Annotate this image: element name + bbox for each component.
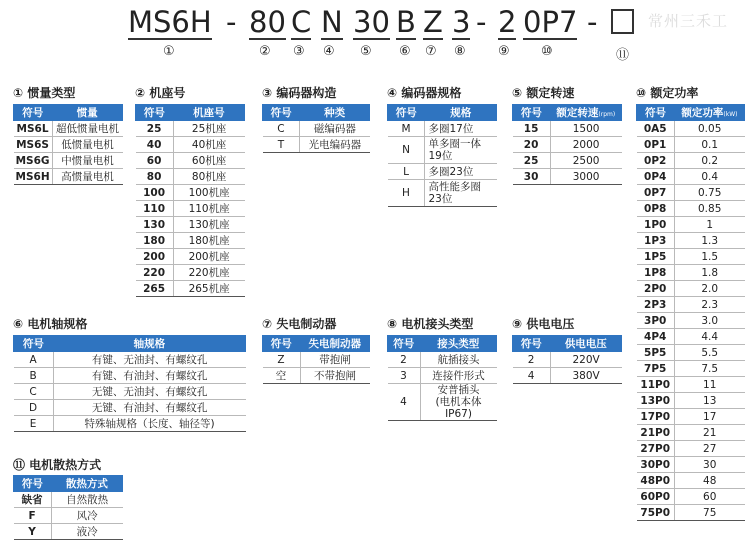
marker-4: ④ xyxy=(323,44,335,59)
code-dash: - xyxy=(476,5,487,39)
symbol-cell: 11P0 xyxy=(637,377,675,393)
symbol-cell: 0P7 xyxy=(637,185,675,201)
code-series: MS6H xyxy=(128,5,212,39)
value-cell: 40机座 xyxy=(173,137,244,153)
table-row xyxy=(637,345,745,361)
code-voltage: 2 xyxy=(498,5,517,39)
marker-1: ① xyxy=(163,44,175,59)
header-symbol: 符号 xyxy=(513,336,551,352)
value-cell: 0.05 xyxy=(674,121,744,137)
table-row xyxy=(14,137,123,153)
header-speed xyxy=(550,105,621,121)
value-cell: 3000 xyxy=(550,169,621,185)
value-cell: 低惯量电机 xyxy=(52,137,122,153)
marker-5: ⑤ xyxy=(360,44,372,59)
value-cell: 80机座 xyxy=(173,169,244,185)
table-row xyxy=(637,201,745,217)
value-cell: 0.1 xyxy=(674,137,744,153)
marker-3: ③ xyxy=(293,44,305,59)
header-speed-label: 额定转速 xyxy=(556,107,599,119)
value-cell: 多圈17位 xyxy=(425,121,497,137)
table-row xyxy=(14,400,246,416)
title-encoder-type: ③ 编码器构造 xyxy=(262,86,337,100)
table-row xyxy=(388,164,497,180)
symbol-cell: 2P0 xyxy=(637,281,675,297)
table-row xyxy=(637,313,745,329)
title-cooling: ⑪ 电机散热方式 xyxy=(13,458,102,472)
table-row xyxy=(637,297,745,313)
symbol-cell: MS6H xyxy=(14,169,53,185)
table-row xyxy=(136,281,245,297)
header-symbol: 符号 xyxy=(637,105,675,121)
value-cell: 5.5 xyxy=(674,345,744,361)
marker-7: ⑦ xyxy=(425,44,437,59)
symbol-cell: 0P2 xyxy=(637,153,675,169)
table-row xyxy=(14,352,246,368)
value-cell: 有键、有油封、有螺纹孔 xyxy=(53,368,245,384)
value-cell: 风冷 xyxy=(51,508,122,524)
symbol-cell: 3P0 xyxy=(637,313,675,329)
value-cell: 4.4 xyxy=(674,329,744,345)
symbol-cell: 60P0 xyxy=(637,489,675,505)
symbol-cell: MS6G xyxy=(14,153,53,169)
symbol-cell: 40 xyxy=(136,137,174,153)
code-frame: 80 xyxy=(249,5,286,39)
header-symbol: 符号 xyxy=(136,105,174,121)
table-row xyxy=(637,233,745,249)
marker-10: ⑩ xyxy=(541,44,553,59)
symbol-cell: A xyxy=(14,352,54,368)
symbol-cell: 20 xyxy=(513,137,551,153)
table-row xyxy=(14,384,246,400)
header-symbol: 符号 xyxy=(388,336,421,352)
symbol-cell: 2 xyxy=(513,352,551,368)
symbol-cell: F xyxy=(14,508,52,524)
value-cell: 0.2 xyxy=(674,153,744,169)
value-cell: 21 xyxy=(674,425,744,441)
table-row xyxy=(14,169,123,185)
symbol-cell: 110 xyxy=(136,201,174,217)
header-cooling: 散热方式 xyxy=(51,476,122,492)
table-row xyxy=(637,361,745,377)
value-cell: 单多圈一体 19位 xyxy=(425,137,497,164)
title-connector: ⑧ 电机接头类型 xyxy=(387,317,474,331)
title-brake: ⑦ 失电制动器 xyxy=(262,317,337,331)
symbol-cell: 130 xyxy=(136,217,174,233)
value-cell: 1.8 xyxy=(674,265,744,281)
marker-8: ⑧ xyxy=(454,44,466,59)
table-row xyxy=(637,265,745,281)
value-cell: 3.0 xyxy=(674,313,744,329)
code-encoder-spec: N xyxy=(321,5,343,39)
value-cell: 75 xyxy=(674,505,744,521)
table-row xyxy=(637,377,745,393)
symbol-cell: 2P3 xyxy=(637,297,675,313)
code-speed: 30 xyxy=(353,5,390,39)
symbol-cell: 0P1 xyxy=(637,137,675,153)
header-encoder-spec: 规格 xyxy=(425,105,497,121)
value-cell: 380V xyxy=(550,368,621,384)
table-speed xyxy=(512,104,622,185)
value-cell: 13 xyxy=(674,393,744,409)
table-row xyxy=(14,508,123,524)
value-cell: 安普插头 (电机本体IP67) xyxy=(420,384,496,421)
symbol-cell: C xyxy=(14,384,54,400)
value-cell: 航插接头 xyxy=(420,352,496,368)
header-symbol: 符号 xyxy=(14,336,54,352)
symbol-cell: 3 xyxy=(388,368,421,384)
value-cell: 130机座 xyxy=(173,217,244,233)
symbol-cell: B xyxy=(14,368,54,384)
symbol-cell: H xyxy=(388,180,425,207)
value-cell: 1.5 xyxy=(674,249,744,265)
table-row xyxy=(513,368,622,384)
value-cell: 220V xyxy=(550,352,621,368)
table-cooling xyxy=(13,475,123,540)
table-row xyxy=(637,329,745,345)
title-frame: ② 机座号 xyxy=(135,86,186,100)
symbol-cell: 220 xyxy=(136,265,174,281)
symbol-cell: 0P4 xyxy=(637,169,675,185)
symbol-cell: 25 xyxy=(136,121,174,137)
table-power xyxy=(636,104,745,521)
symbol-cell: 27P0 xyxy=(637,441,675,457)
table-row xyxy=(637,217,745,233)
value-cell: 中惯量电机 xyxy=(52,153,122,169)
table-row xyxy=(14,368,246,384)
table-row xyxy=(388,180,497,207)
table-row xyxy=(513,169,622,185)
value-cell: 多圈23位 xyxy=(425,164,497,180)
code-power: 0P7 xyxy=(523,5,578,39)
table-row xyxy=(136,201,245,217)
symbol-cell: 17P0 xyxy=(637,409,675,425)
symbol-cell: 48P0 xyxy=(637,473,675,489)
table-row xyxy=(14,524,123,540)
table-row xyxy=(637,505,745,521)
symbol-cell: L xyxy=(388,164,425,180)
table-row xyxy=(388,384,497,421)
table-voltage xyxy=(512,335,622,384)
symbol-cell: 180 xyxy=(136,233,174,249)
table-row xyxy=(637,473,745,489)
value-cell: 2.3 xyxy=(674,297,744,313)
title-inertia: ① 惯量类型 xyxy=(13,86,76,100)
value-cell: 27 xyxy=(674,441,744,457)
header-speed-unit: (rpm) xyxy=(598,111,616,118)
marker-11: ⑪ xyxy=(616,48,630,63)
value-cell: 220机座 xyxy=(173,265,244,281)
header-voltage: 供电电压 xyxy=(550,336,621,352)
value-cell: 带抱闸 xyxy=(300,352,370,368)
value-cell: 180机座 xyxy=(173,233,244,249)
symbol-cell: E xyxy=(14,416,54,432)
symbol-cell: 25 xyxy=(513,153,551,169)
symbol-cell: M xyxy=(388,121,425,137)
title-voltage: ⑨ 供电电压 xyxy=(512,317,575,331)
table-row xyxy=(637,153,745,169)
symbol-cell: 5P5 xyxy=(637,345,675,361)
code-connector: 3 xyxy=(452,5,471,39)
title-power: ⑩ 额定功率 xyxy=(636,86,699,100)
table-row xyxy=(136,217,245,233)
symbol-cell: T xyxy=(263,137,300,153)
header-symbol: 符号 xyxy=(14,105,53,121)
value-cell: 48 xyxy=(674,473,744,489)
header-symbol: 符号 xyxy=(14,476,52,492)
code-shaft: B xyxy=(396,5,416,39)
symbol-cell: 缺省 xyxy=(14,492,52,508)
table-row xyxy=(136,121,245,137)
value-cell: 265机座 xyxy=(173,281,244,297)
symbol-cell: 1P0 xyxy=(637,217,675,233)
table-encoder-spec xyxy=(387,104,497,207)
header-symbol: 符号 xyxy=(513,105,551,121)
table-row xyxy=(637,281,745,297)
value-cell: 超低惯量电机 xyxy=(52,121,122,137)
table-frame xyxy=(135,104,245,297)
symbol-cell: 15 xyxy=(513,121,551,137)
value-cell: 30 xyxy=(674,457,744,473)
value-cell: 特殊轴规格（长度、轴径等) xyxy=(53,416,245,432)
code-brake: Z xyxy=(423,5,443,39)
table-row xyxy=(263,352,370,368)
value-cell: 11 xyxy=(674,377,744,393)
table-row xyxy=(637,121,745,137)
table-row xyxy=(14,153,123,169)
table-connector xyxy=(387,335,497,421)
symbol-cell: 7P5 xyxy=(637,361,675,377)
symbol-cell: N xyxy=(388,137,425,164)
table-row xyxy=(136,169,245,185)
value-cell: 自然散热 xyxy=(51,492,122,508)
symbol-cell: 30 xyxy=(513,169,551,185)
table-row xyxy=(136,153,245,169)
title-shaft: ⑥ 电机轴规格 xyxy=(13,317,88,331)
code-dash: - xyxy=(587,5,598,39)
symbol-cell: 13P0 xyxy=(637,393,675,409)
table-row xyxy=(136,137,245,153)
header-symbol: 符号 xyxy=(263,105,300,121)
header-symbol: 符号 xyxy=(263,336,301,352)
symbol-cell: 60 xyxy=(136,153,174,169)
value-cell: 2000 xyxy=(550,137,621,153)
marker-2: ② xyxy=(259,44,271,59)
value-cell: 2.0 xyxy=(674,281,744,297)
symbol-cell: 75P0 xyxy=(637,505,675,521)
symbol-cell: Y xyxy=(14,524,52,540)
value-cell: 不带抱闸 xyxy=(300,368,370,384)
symbol-cell: 265 xyxy=(136,281,174,297)
table-row xyxy=(637,393,745,409)
symbol-cell: 1P8 xyxy=(637,265,675,281)
table-row xyxy=(136,233,245,249)
table-row xyxy=(136,249,245,265)
title-encoder-spec: ④ 编码器规格 xyxy=(387,86,462,100)
table-row xyxy=(388,137,497,164)
table-row xyxy=(637,425,745,441)
value-cell: 17 xyxy=(674,409,744,425)
value-cell: 25机座 xyxy=(173,121,244,137)
table-row xyxy=(136,185,245,201)
header-power-unit: (kW) xyxy=(723,111,738,118)
table-row xyxy=(637,457,745,473)
header-symbol: 符号 xyxy=(388,105,425,121)
model-code xyxy=(0,0,756,70)
value-cell: 60 xyxy=(674,489,744,505)
table-row xyxy=(513,153,622,169)
code-cooling-box xyxy=(611,9,634,34)
marker-6: ⑥ xyxy=(399,44,411,59)
value-cell: 高性能多圈 23位 xyxy=(425,180,497,207)
table-row xyxy=(263,137,370,153)
table-row xyxy=(513,352,622,368)
value-cell: 无键、无油封、有螺纹孔 xyxy=(53,384,245,400)
header-power xyxy=(674,105,744,121)
table-row xyxy=(388,121,497,137)
title-speed: ⑤ 额定转速 xyxy=(512,86,575,100)
marker-9: ⑨ xyxy=(498,44,510,59)
symbol-cell: MS6S xyxy=(14,137,53,153)
table-row xyxy=(14,492,123,508)
watermark: 常州三禾工 xyxy=(648,12,729,30)
table-row xyxy=(263,121,370,137)
symbol-cell: C xyxy=(263,121,300,137)
symbol-cell: 4 xyxy=(513,368,551,384)
symbol-cell: 1P3 xyxy=(637,233,675,249)
symbol-cell: 100 xyxy=(136,185,174,201)
symbol-cell: 1P5 xyxy=(637,249,675,265)
symbol-cell: 0P8 xyxy=(637,201,675,217)
value-cell: 光电编码器 xyxy=(300,137,370,153)
header-connector: 接头类型 xyxy=(420,336,496,352)
table-row xyxy=(513,121,622,137)
table-inertia xyxy=(13,104,123,185)
table-row xyxy=(388,368,497,384)
symbol-cell: 30P0 xyxy=(637,457,675,473)
table-row xyxy=(637,249,745,265)
value-cell: 1500 xyxy=(550,121,621,137)
value-cell: 7.5 xyxy=(674,361,744,377)
header-inertia: 惯量 xyxy=(52,105,122,121)
value-cell: 0.85 xyxy=(674,201,744,217)
table-row xyxy=(14,121,123,137)
table-row xyxy=(136,265,245,281)
header-brake: 失电制动器 xyxy=(300,336,370,352)
header-power-label: 额定功率 xyxy=(681,107,724,119)
table-row xyxy=(263,368,370,384)
value-cell: 100机座 xyxy=(173,185,244,201)
symbol-cell: 0A5 xyxy=(637,121,675,137)
header-encoder-type: 种类 xyxy=(300,105,370,121)
table-row xyxy=(637,169,745,185)
table-brake xyxy=(262,335,370,384)
code-encoder-type: C xyxy=(291,5,312,39)
value-cell: 200机座 xyxy=(173,249,244,265)
symbol-cell: 4 xyxy=(388,384,421,421)
value-cell: 1.3 xyxy=(674,233,744,249)
value-cell: 高惯量电机 xyxy=(52,169,122,185)
value-cell: 磁编码器 xyxy=(300,121,370,137)
symbol-cell: D xyxy=(14,400,54,416)
table-row xyxy=(14,416,246,432)
table-row xyxy=(637,185,745,201)
symbol-cell: 21P0 xyxy=(637,425,675,441)
code-dash: - xyxy=(226,5,237,39)
table-row xyxy=(637,441,745,457)
table-row xyxy=(637,409,745,425)
symbol-cell: 80 xyxy=(136,169,174,185)
symbol-cell: 200 xyxy=(136,249,174,265)
value-cell: 2500 xyxy=(550,153,621,169)
header-shaft: 轴规格 xyxy=(53,336,245,352)
value-cell: 110机座 xyxy=(173,201,244,217)
symbol-cell: Z xyxy=(263,352,301,368)
table-row xyxy=(637,137,745,153)
symbol-cell: MS6L xyxy=(14,121,53,137)
table-encoder-type xyxy=(262,104,370,153)
value-cell: 液冷 xyxy=(51,524,122,540)
symbol-cell: 空 xyxy=(263,368,301,384)
table-shaft xyxy=(13,335,246,432)
value-cell: 无键、有油封、有螺纹孔 xyxy=(53,400,245,416)
symbol-cell: 2 xyxy=(388,352,421,368)
table-row xyxy=(513,137,622,153)
symbol-cell: 4P4 xyxy=(637,329,675,345)
header-frame: 机座号 xyxy=(173,105,244,121)
table-row xyxy=(388,352,497,368)
value-cell: 0.75 xyxy=(674,185,744,201)
table-row xyxy=(637,489,745,505)
value-cell: 60机座 xyxy=(173,153,244,169)
value-cell: 0.4 xyxy=(674,169,744,185)
value-cell: 有键、无油封、有螺纹孔 xyxy=(53,352,245,368)
value-cell: 连接件形式 xyxy=(420,368,496,384)
value-cell: 1 xyxy=(674,217,744,233)
